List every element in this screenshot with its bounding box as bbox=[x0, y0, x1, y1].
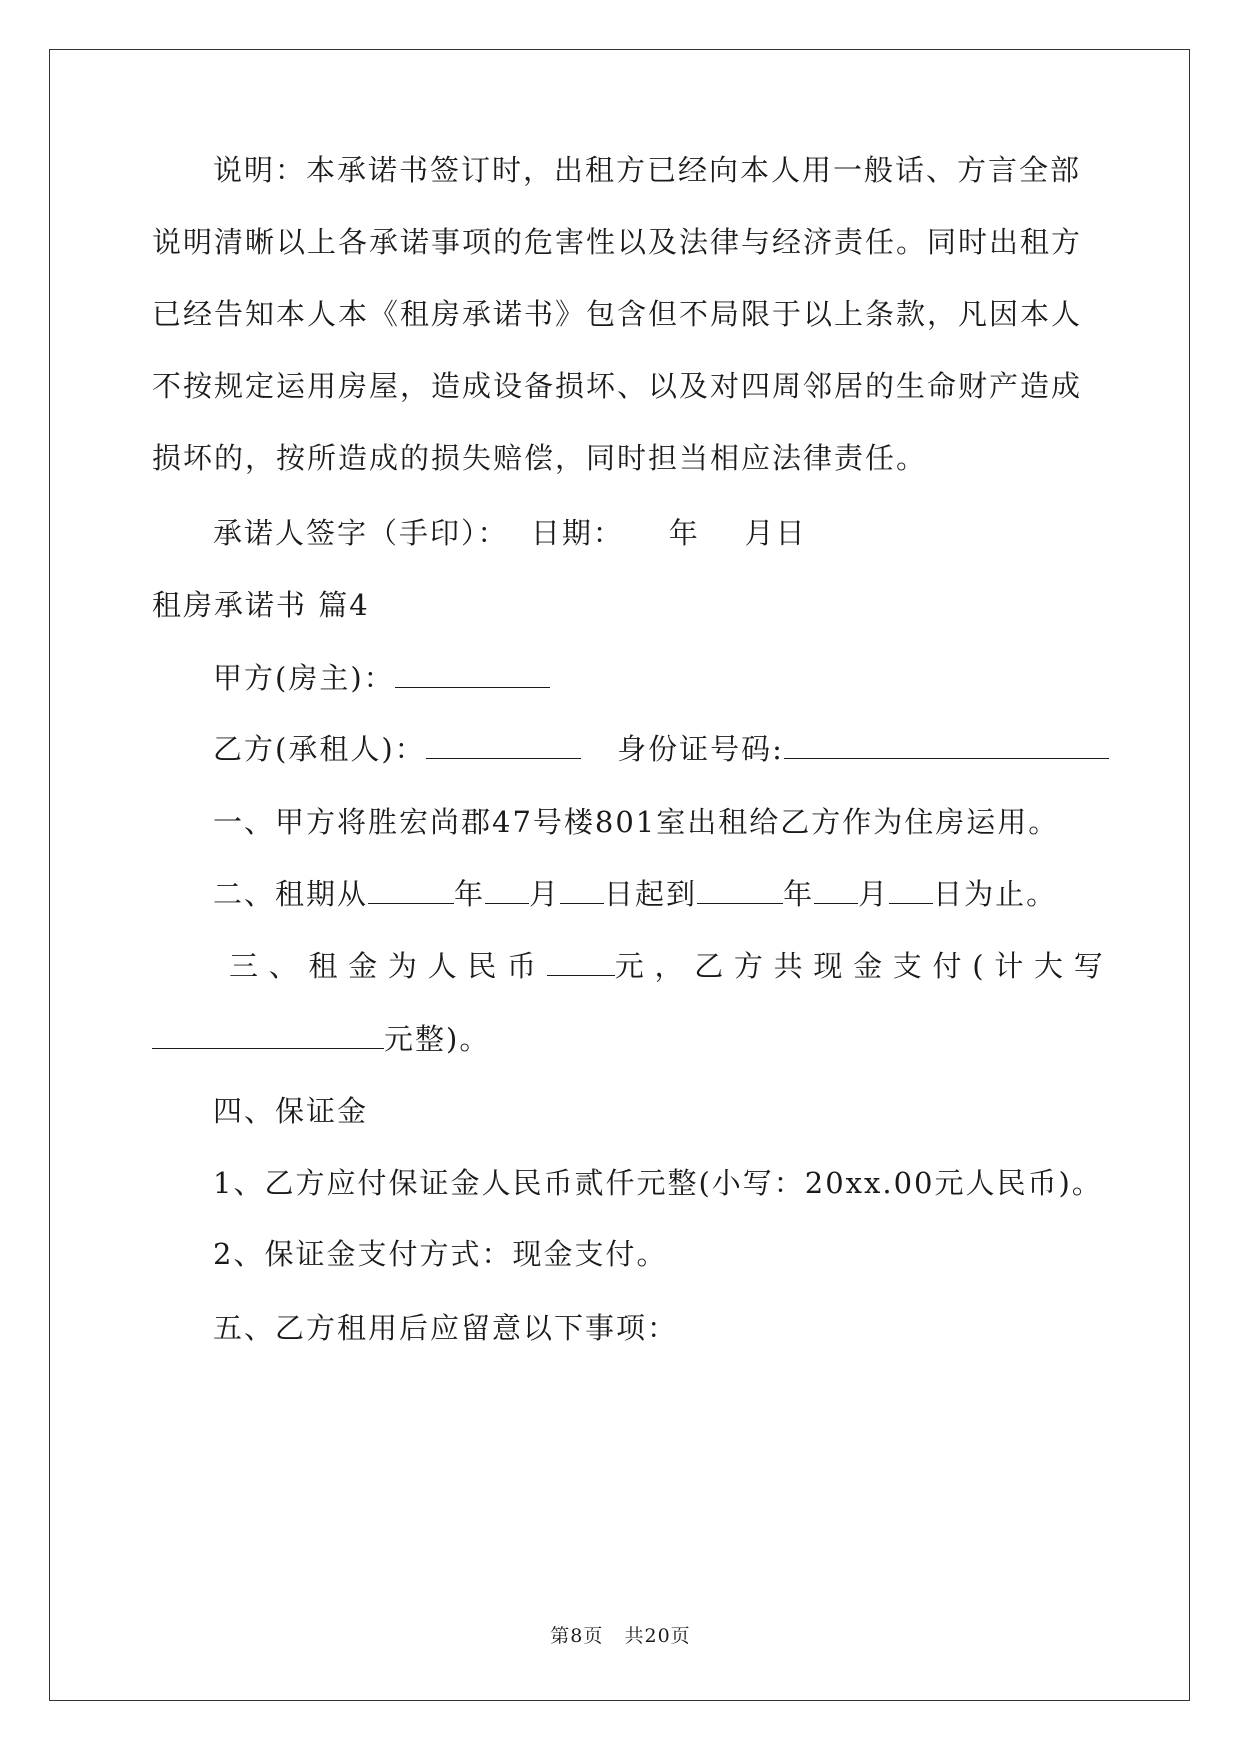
clause-3-token: 方 bbox=[733, 949, 765, 983]
clause-3-token: 、 bbox=[268, 949, 300, 983]
clause-2-day-from: 日起到 bbox=[604, 877, 698, 911]
clause-3-line-2-suffix: 元整)。 bbox=[384, 1022, 491, 1056]
clause-3-token: 共 bbox=[773, 949, 805, 983]
clause-2-year-2: 年 bbox=[783, 877, 815, 911]
clause-3-token: 为 bbox=[387, 949, 419, 983]
id-number-blank[interactable] bbox=[784, 734, 1109, 759]
clause-3-token: 支 bbox=[892, 949, 924, 983]
clause-3-line-1 bbox=[229, 948, 1105, 984]
lease-end-year-blank[interactable] bbox=[697, 879, 783, 904]
rent-amount-blank[interactable] bbox=[547, 951, 615, 976]
lease-start-year-blank[interactable] bbox=[368, 879, 454, 904]
clause-2-line bbox=[213, 876, 1057, 912]
clause-3-token: 租 bbox=[308, 949, 340, 983]
explanation-line-3: 已经告知本人本《租房承诺书》包含但不局限于以上条款，凡因本人 bbox=[152, 297, 1083, 331]
clause-3-token: 金 bbox=[853, 949, 885, 983]
explanation-line-1: 说明：本承诺书签订时，出租方已经向本人用一般话、方言全部 bbox=[213, 153, 1082, 187]
lease-start-month-blank[interactable] bbox=[485, 879, 529, 904]
party-b-line bbox=[213, 731, 1109, 767]
clause-3-token: 现 bbox=[813, 949, 845, 983]
clause-2-day-end: 日为止。 bbox=[933, 877, 1058, 911]
clause-3-token: 三 bbox=[229, 949, 261, 983]
clause-3-token: ( bbox=[972, 949, 986, 983]
page-footer: 第8页 共20页 bbox=[550, 1625, 691, 1647]
party-b-label: 乙方(承租人)： bbox=[213, 732, 426, 766]
explanation-line-2: 说明清晰以上各承诺事项的危害性以及法律与经济责任。同时出租方 bbox=[152, 225, 1083, 259]
clause-2-year: 年 bbox=[454, 877, 486, 911]
signature-line: 承诺人签字（手印）： 日期： 年 月日 bbox=[213, 516, 807, 550]
lease-start-day-blank[interactable] bbox=[560, 879, 604, 904]
clause-2-month: 月 bbox=[529, 877, 561, 911]
id-number-label: 身份证号码: bbox=[617, 732, 784, 766]
clause-3-token: 人 bbox=[427, 949, 459, 983]
clause-2-month-2: 月 bbox=[858, 877, 890, 911]
clause-3-yuan: 元 bbox=[614, 949, 646, 983]
explanation-line-4: 不按规定运用房屋，造成设备损坏、以及对四周邻居的生命财产造成 bbox=[152, 369, 1083, 403]
clause-3-token: 付 bbox=[932, 949, 964, 983]
lease-end-day-blank[interactable] bbox=[889, 879, 933, 904]
party-a-label: 甲方(房主)： bbox=[213, 661, 395, 695]
clause-3-token: 大 bbox=[1033, 949, 1065, 983]
lease-end-month-blank[interactable] bbox=[814, 879, 858, 904]
clause-4-heading: 四、保证金 bbox=[213, 1094, 369, 1128]
clause-3-comma: ， bbox=[654, 949, 686, 983]
clause-3-token: 乙 bbox=[694, 949, 726, 983]
clause-3-line-2 bbox=[152, 1021, 490, 1057]
party-b-blank[interactable] bbox=[426, 734, 581, 759]
clause-4-item-1: 1、乙方应付保证金人民币贰仟元整(小写：20xx.00元人民币)。 bbox=[213, 1166, 1103, 1200]
clause-5-heading: 五、乙方租用后应留意以下事项： bbox=[213, 1311, 679, 1345]
clause-3-token: 金 bbox=[348, 949, 380, 983]
explanation-line-5: 损坏的，按所造成的损失赔偿，同时担当相应法律责任。 bbox=[152, 441, 928, 475]
clause-4-item-2: 2、保证金支付方式：现金支付。 bbox=[213, 1237, 668, 1271]
rent-uppercase-blank[interactable] bbox=[152, 1024, 384, 1049]
clause-3-token: 写 bbox=[1073, 949, 1105, 983]
party-a-blank[interactable] bbox=[395, 663, 550, 688]
clause-3-token: 币 bbox=[507, 949, 539, 983]
party-a-line bbox=[213, 660, 550, 696]
clause-1: 一、甲方将胜宏尚郡47号楼801室出租给乙方作为住房运用。 bbox=[213, 805, 1060, 839]
clause-3-token: 民 bbox=[467, 949, 499, 983]
clause-2-prefix: 二、租期从 bbox=[213, 877, 369, 911]
clause-3-token: 计 bbox=[994, 949, 1026, 983]
section-title: 租房承诺书 篇4 bbox=[152, 588, 370, 622]
